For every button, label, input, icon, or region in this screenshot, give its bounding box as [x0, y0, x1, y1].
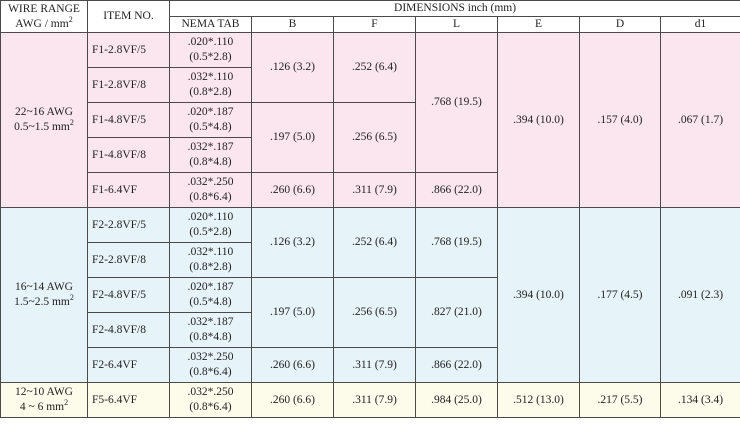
item-no-cell: F2-6.4VF — [88, 348, 170, 383]
f-cell: .311 (7.9) — [334, 173, 416, 208]
nema-tab-cell: .020*.110 (0.5*2.8) — [170, 33, 252, 68]
l-cell: .866 (22.0) — [416, 348, 498, 383]
header-l: L — [416, 17, 498, 33]
l-cell: .866 (22.0) — [416, 173, 498, 208]
nema-tab-cell: .032*.187 (0.8*4.8) — [170, 313, 252, 348]
l-cell: .827 (21.0) — [416, 278, 498, 348]
item-no-cell: F1-4.8VF/8 — [88, 138, 170, 173]
nema-tab-cell: .032*.110 (0.8*2.8) — [170, 68, 252, 103]
table-row — [1, 33, 740, 68]
wire-range-cell: 12~10 AWG 4 ~ 6 $mm^2$ — [1, 383, 88, 418]
f-cell: .252 (6.4) — [334, 208, 416, 278]
wire-range-cell: 22~16 AWG 0.5~1.5 $mm^2$ — [1, 33, 88, 208]
nema-tab-cell: .032*.250 (0.8*6.4) — [170, 383, 252, 418]
b-cell: .260 (6.6) — [252, 348, 334, 383]
b-cell: .197 (5.0) — [252, 278, 334, 348]
l-cell: .984 (25.0) — [416, 383, 498, 418]
e-cell: .394 (10.0) — [498, 208, 580, 383]
item-no-cell: F2-4.8VF/8 — [88, 313, 170, 348]
item-no-cell: F1-2.8VF/8 — [88, 68, 170, 103]
f-cell: .252 (6.4) — [334, 33, 416, 103]
b-cell: .126 (3.2) — [252, 33, 334, 103]
table-row — [1, 383, 740, 418]
nema-tab-cell: .032*.250 (0.8*6.4) — [170, 348, 252, 383]
header-item-no: ITEM NO. — [88, 1, 170, 33]
header-wire-range: WIRE RANGE AWG / $mm^2$ — [1, 1, 88, 33]
nema-tab-cell: .020*.187 (0.5*4.8) — [170, 278, 252, 313]
d-cell: .157 (4.0) — [580, 33, 661, 208]
wire-range-cell: 16~14 AWG 1.5~2.5 $mm^2$ — [1, 208, 88, 383]
item-no-cell: F5-6.4VF — [88, 383, 170, 418]
nema-tab-cell: .032*.187 (0.8*4.8) — [170, 138, 252, 173]
f-cell: .311 (7.9) — [334, 383, 416, 418]
item-no-cell: F1-4.8VF/5 — [88, 103, 170, 138]
f-cell: .256 (6.5) — [334, 103, 416, 173]
d-cell: .217 (5.5) — [580, 383, 661, 418]
l-cell: .768 (19.5) — [416, 208, 498, 278]
f-cell: .256 (6.5) — [334, 278, 416, 348]
nema-tab-cell: .020*.110 (0.5*2.8) — [170, 208, 252, 243]
item-no-cell: F2-2.8VF/8 — [88, 243, 170, 278]
item-no-cell: F2-4.8VF/5 — [88, 278, 170, 313]
nema-tab-cell: .020*.187 (0.5*4.8) — [170, 103, 252, 138]
b-cell: .197 (5.0) — [252, 103, 334, 173]
b-cell: .260 (6.6) — [252, 173, 334, 208]
header-nema-tab: NEMA TAB — [170, 17, 252, 33]
item-no-cell: F1-6.4VF — [88, 173, 170, 208]
b-cell: .260 (6.6) — [252, 383, 334, 418]
header-d: D — [580, 17, 661, 33]
l-cell: .768 (19.5) — [416, 33, 498, 173]
b-cell: .126 (3.2) — [252, 208, 334, 278]
item-no-cell: F1-2.8VF/5 — [88, 33, 170, 68]
d-cell: .177 (4.5) — [580, 208, 661, 383]
item-no-cell: F2-2.8VF/5 — [88, 208, 170, 243]
header-dimensions: DIMENSIONS inch (mm) — [170, 1, 740, 17]
nema-tab-cell: .032*.250 (0.8*6.4) — [170, 173, 252, 208]
e-cell: .394 (10.0) — [498, 33, 580, 208]
f-cell: .311 (7.9) — [334, 348, 416, 383]
nema-tab-cell: .032*.110 (0.8*2.8) — [170, 243, 252, 278]
header-e: E — [498, 17, 580, 33]
header-b: B — [252, 17, 334, 33]
d1-cell: .091 (2.3) — [661, 208, 740, 383]
d1-cell: .067 (1.7) — [661, 33, 740, 208]
header-d1: d1 — [661, 17, 740, 33]
e-cell: .512 (13.0) — [498, 383, 580, 418]
table-row — [1, 208, 740, 243]
header-f: F — [334, 17, 416, 33]
d1-cell: .134 (3.4) — [661, 383, 740, 418]
